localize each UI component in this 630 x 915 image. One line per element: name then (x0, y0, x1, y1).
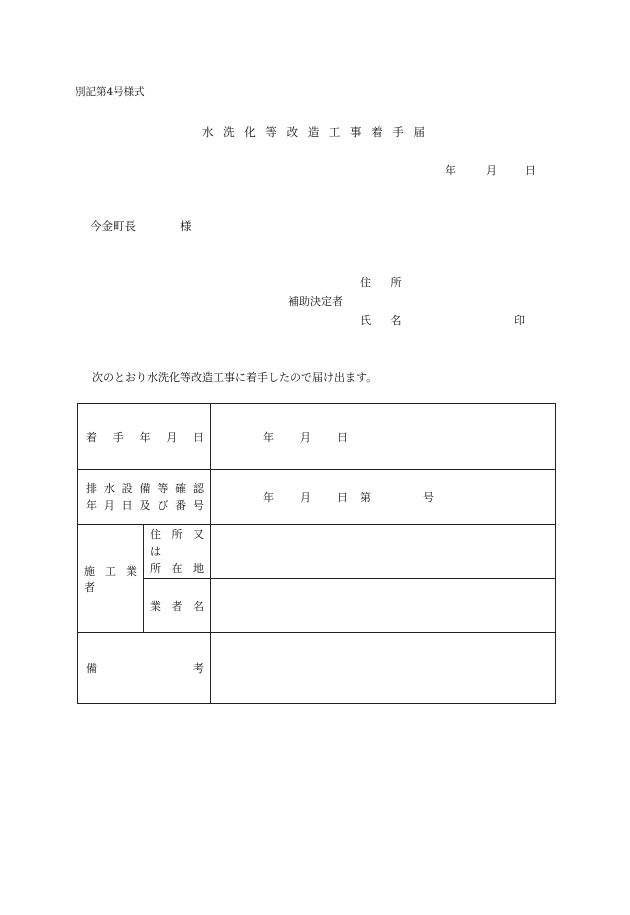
drainage-label-line1: 排 水 設 備 等 確 認 (86, 482, 204, 495)
table-row-start-date (78, 404, 556, 470)
contractor-group-label: 施 工 業 者 (78, 525, 144, 633)
start-date-label: 着 手 年 月 日 (78, 404, 211, 470)
start-day-label: 日 (337, 430, 348, 444)
contractor-address-value-cell[interactable] (211, 525, 556, 579)
month-label: 月 (486, 164, 497, 177)
table-row-contractor-name (78, 579, 556, 633)
body-text: 次のとおり水洗化等改造工事に着手したので届け出ます。 (92, 371, 378, 384)
table-row-remarks (78, 633, 556, 704)
contractor-address-label (144, 525, 211, 579)
start-year-label: 年 (263, 430, 274, 444)
submission-date (445, 162, 536, 178)
contractor-address-line1: 住 所 又 は (150, 528, 204, 558)
table-row-contractor-address (78, 525, 556, 579)
drainage-go-label: 号 (423, 491, 434, 504)
remarks-label-right: 考 (193, 662, 204, 675)
drainage-year-label: 年 (263, 491, 274, 504)
day-label: 日 (525, 164, 536, 177)
applicant-address-label: 住 所 (360, 276, 410, 289)
start-month-label: 月 (300, 430, 311, 444)
applicant-name-label: 氏 名 (360, 314, 410, 327)
contractor-name-value-cell[interactable] (211, 579, 556, 633)
addressee-name: 今金町長 (90, 219, 136, 233)
notification-table (77, 403, 556, 704)
addressee-honorific: 様 (180, 219, 192, 233)
contractor-address-line2: 所 在 地 (150, 562, 204, 575)
addressee (90, 218, 192, 234)
drainage-label-line2: 年 月 日 及 び 番 号 (86, 499, 204, 512)
applicant-role-label: 補助決定者 (288, 295, 343, 308)
form-code: 別記第4号様式 (75, 86, 145, 98)
contractor-name-label: 業 者 名 (144, 579, 211, 633)
remarks-label-left: 備 (86, 662, 97, 675)
drainage-label (78, 470, 211, 525)
drainage-day-label: 日 (337, 491, 348, 504)
start-date-value-cell[interactable] (211, 404, 556, 470)
year-label: 年 (445, 164, 456, 177)
table-row-drainage (78, 470, 556, 525)
drainage-value-cell[interactable] (211, 470, 556, 525)
remarks-label (78, 633, 211, 704)
drainage-dai-label: 第 (360, 491, 371, 504)
remarks-value-cell[interactable] (211, 633, 556, 704)
drainage-month-label: 月 (300, 491, 311, 504)
seal-mark: 印 (514, 314, 525, 327)
page-title: 水 洗 化 等 改 造 工 事 着 手 届 (201, 125, 429, 139)
